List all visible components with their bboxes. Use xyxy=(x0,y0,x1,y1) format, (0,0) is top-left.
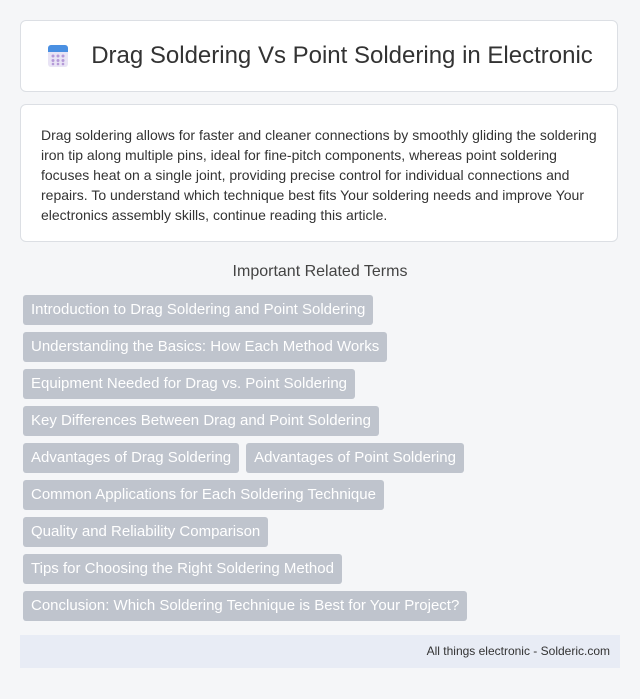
related-term-tag[interactable]: Introduction to Drag Soldering and Point Soldering xyxy=(23,295,373,325)
related-terms-list xyxy=(23,295,623,628)
related-term-tag[interactable]: Quality and Reliability Comparison xyxy=(23,517,268,547)
related-term-tag[interactable]: Tips for Choosing the Right Soldering Method xyxy=(23,554,342,584)
related-term-tag[interactable]: Conclusion: Which Soldering Technique is Best for Your Project? xyxy=(23,591,467,621)
related-term-tag[interactable]: Advantages of Drag Soldering xyxy=(23,443,239,473)
related-terms-heading: Important Related Terms xyxy=(232,263,408,280)
footer-text: All things electronic - Solderic.com xyxy=(426,644,610,658)
related-term-tag[interactable]: Advantages of Point Soldering xyxy=(246,443,464,473)
related-term-tag[interactable]: Understanding the Basics: How Each Method Works xyxy=(23,332,387,362)
related-term-tag[interactable]: Common Applications for Each Soldering Technique xyxy=(23,480,384,510)
title-card xyxy=(20,20,618,92)
intro-card xyxy=(20,104,618,242)
footer xyxy=(20,635,620,668)
related-term-tag[interactable]: Equipment Needed for Drag vs. Point Soldering xyxy=(23,369,355,399)
page-title: Drag Soldering Vs Point Soldering in Electronic xyxy=(91,42,593,69)
calculator-icon xyxy=(45,43,71,69)
related-term-tag[interactable]: Key Differences Between Drag and Point Soldering xyxy=(23,406,379,436)
intro-text: Drag soldering allows for faster and cleaner connections by smoothly gliding the soldering iron tip along multiple pins, ideal for fine-pitch components, whereas point soldering focuses heat on a single joint, providing precise control for individual connections and repairs. To understand which technique best fits Your soldering needs and improve Your electronics assembly skills, continue reading this article. xyxy=(41,127,597,223)
